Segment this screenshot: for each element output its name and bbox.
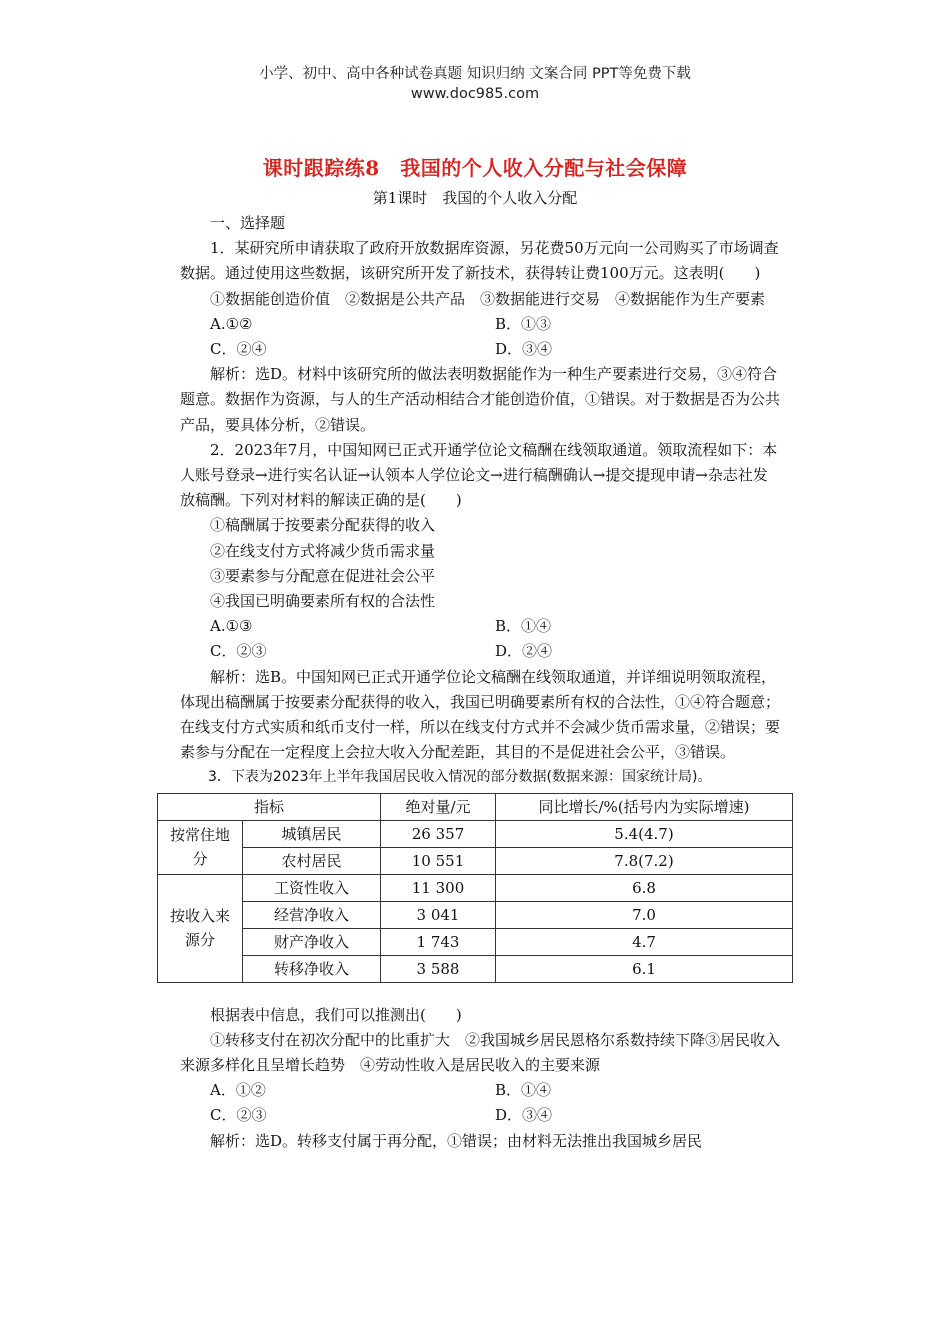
table-cell: 10 551 [381, 847, 496, 874]
q3-statements: ①转移支付在初次分配中的比重扩大 ②我国城乡居民恩格尔系数持续下降③居民收入来源多样化且呈增长趋势 ④劳动性收入是居民收入的主要来源 [180, 1030, 781, 1075]
table-row [158, 901, 793, 928]
table-row [158, 847, 793, 874]
q1-statements: ①数据能创造价值 ②数据是公共产品 ③数据能进行交易 ④数据能作为生产要素 [210, 289, 766, 308]
income-table [157, 793, 793, 983]
q2-option-b: B．①④ [495, 617, 552, 636]
table-group-source: 按收入来源分 [158, 874, 243, 982]
q2-statement-4: ④我国已明确要素所有权的合法性 [210, 592, 436, 611]
table-row [158, 955, 793, 982]
table-cell: 6.8 [496, 874, 793, 901]
table-cell: 3 588 [381, 955, 496, 982]
page-title: 课时跟踪练8 我国的个人收入分配与社会保障 [262, 156, 688, 180]
site-header-url[interactable]: www.doc985.com [410, 86, 540, 102]
q3-options-row-2 [180, 1103, 780, 1128]
document-body [169, 211, 781, 1154]
q3-analysis: 解析：选D。转移支付属于再分配，①错误；由材料无法推出我国城乡居民 [210, 1131, 703, 1150]
q3-option-c: C．②③ [210, 1106, 267, 1125]
q1-option-b: B．①③ [495, 314, 552, 333]
table-cell: 1 743 [381, 928, 496, 955]
q2-statement-2: ②在线支付方式将减少货币需求量 [210, 541, 436, 560]
table-cell: 11 300 [381, 874, 496, 901]
table-header-indicator: 指标 [158, 793, 381, 820]
q2-options-row-2 [180, 639, 780, 664]
q1-option-c: C．②④ [210, 340, 267, 359]
table-group-residence: 按常住地分 [158, 820, 243, 874]
q1-option-d: D．③④ [495, 340, 553, 359]
table-header-row [158, 793, 793, 820]
table-cell: 5.4(4.7) [496, 820, 793, 847]
table-cell: 农村居民 [243, 847, 381, 874]
table-cell: 经营净收入 [243, 901, 381, 928]
q1-option-a: A.①② [210, 314, 253, 333]
table-header-amount: 绝对量/元 [381, 793, 496, 820]
q2-stem: 2．2023年7月，中国知网已正式开通学位论文稿酬在线领取通道。领取流程如下：本人账号登录→进行实名认证→认领本人学位论文→进行稿酬确认→提交提现申请→杂志社发放稿酬。下列对材料的解读正确的是( ) [180, 440, 778, 510]
section-heading: 一、选择题 [210, 214, 286, 232]
table-cell: 7.8(7.2) [496, 847, 793, 874]
table-cell: 财产净收入 [243, 928, 381, 955]
table-row [158, 928, 793, 955]
q2-statement-1: ①稿酬属于按要素分配获得的收入 [210, 516, 436, 535]
table-cell: 6.1 [496, 955, 793, 982]
table-row [158, 820, 793, 847]
table-cell: 城镇居民 [243, 820, 381, 847]
q2-option-d: D．②④ [495, 642, 553, 661]
q2-option-c: C．②③ [210, 642, 267, 661]
table-cell: 26 357 [381, 820, 496, 847]
q1-options-row-1 [180, 312, 780, 337]
q2-analysis: 解析：选B。中国知网已正式开通学位论文稿酬在线领取通道，并详细说明领取流程，体现出稿酬属于按要素分配获得的收入，我国已明确要素所有权的合法性，①④符合题意；在线支付方式实质和纸币支付一样，所以在线支付方式并不会减少货币需求量，②错误；要素参与分配在一定程度上会拉大收入分配差距，其目的不是促进社会公平，③错误。 [180, 667, 781, 762]
q3-option-d: D．③④ [495, 1106, 553, 1125]
table-cell: 3 041 [381, 901, 496, 928]
site-header-slogan: 小学、初中、高中各种试卷真题 知识归纳 文案合同 PPT等免费下载 [259, 66, 691, 82]
q1-options-row-2 [180, 337, 780, 362]
q2-statement-3: ③要素参与分配意在促进社会公平 [210, 566, 436, 585]
q3-option-b: B．①④ [495, 1081, 552, 1100]
table-row [158, 874, 793, 901]
table-cell: 转移净收入 [243, 955, 381, 982]
q3-table-caption: 3．下表为2023年上半年我国居民收入情况的部分数据(数据来源：国家统计局)。 [208, 769, 712, 786]
table-header-growth: 同比增长/%(括号内为实际增速) [496, 793, 793, 820]
site-header [0, 64, 950, 104]
table-cell: 7.0 [496, 901, 793, 928]
q3-stem: 根据表中信息，我们可以推测出( ) [210, 1005, 462, 1024]
q2-option-a: A.①③ [210, 617, 253, 636]
q1-stem: 1．某研究所申请获取了政府开放数据库资源，另花费50万元向一公司购买了市场调查数据。通过使用这些数据，该研究所开发了新技术，获得转让费100万元。这表明( ) [180, 239, 779, 283]
table-cell: 4.7 [496, 928, 793, 955]
q1-analysis: 解析：选D。材料中该研究所的做法表明数据能作为一种生产要素进行交易，③④符合题意。数据作为资源，与人的生产活动相结合才能创造价值，①错误。对于数据是否为公共产品，要具体分析，②错误。 [180, 365, 781, 434]
q3-options-row-1 [180, 1078, 780, 1103]
table-cell: 工资性收入 [243, 874, 381, 901]
q2-options-row-1 [180, 614, 780, 639]
page-subtitle: 第1课时 我国的个人收入分配 [372, 189, 578, 207]
q3-option-a: A．①② [210, 1081, 266, 1100]
